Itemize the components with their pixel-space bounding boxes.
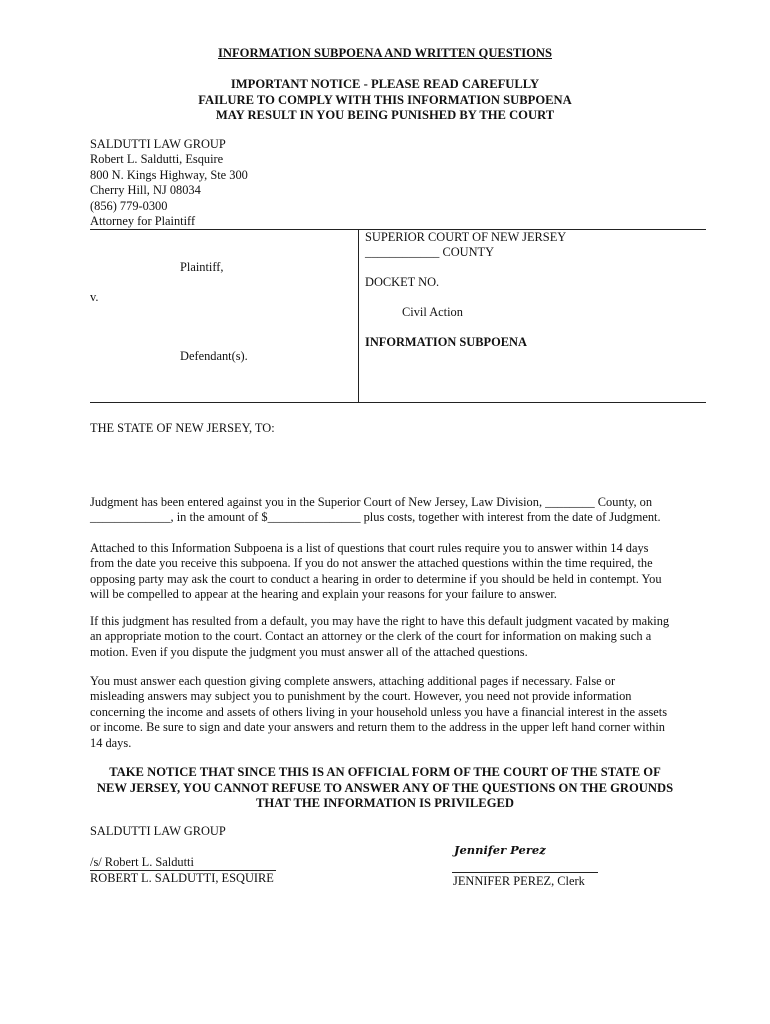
answer-paragraph — [90, 674, 682, 751]
important-notice — [0, 77, 770, 124]
attorney-name: Robert L. Saldutti, Esquire — [90, 152, 224, 167]
judgment-paragraph — [90, 495, 682, 526]
default-paragraph — [90, 614, 682, 660]
notice-line: MAY RESULT IN YOU BEING PUNISHED BY THE COURT — [215, 108, 555, 123]
paragraph-line: opposing party may ask the court to conduct a hearing in order to determine if you should be held in contempt. You — [90, 571, 662, 586]
take-notice-line: NEW JERSEY, YOU CANNOT REFUSE TO ANSWER ANY OF THE QUESTIONS ON THE GROUNDS — [96, 780, 674, 795]
versus-label: v. — [90, 290, 99, 304]
attached-paragraph — [90, 541, 682, 603]
take-notice-block — [0, 765, 770, 812]
paragraph-line: You must answer each question giving complete answers, attaching additional pages if necessary. False or — [90, 674, 616, 688]
paragraph-line: 14 days. — [90, 735, 132, 750]
civil-action-label: Civil Action — [402, 305, 463, 319]
paragraph-line: will be compelled to appear at the hearing and explain your reasons for your failure to answer. — [90, 587, 557, 602]
clerk-signature: Jennifer Perez — [454, 843, 546, 857]
defendant-label: Defendant(s). — [180, 349, 248, 363]
attorney-role: Attorney for Plaintiff — [90, 214, 196, 229]
caption-bottom-rule — [90, 402, 706, 403]
paragraph-line: or income. Be sure to sign and date your answers and return them to the address in the upper left hand corner within — [90, 720, 665, 735]
paragraph-line: _____________, in the amount of $_______________ plus costs, together with interest from the date of Judgment. — [90, 510, 661, 525]
notice-line: FAILURE TO COMPLY WITH THIS INFORMATION SUBPOENA — [198, 92, 572, 107]
document-title: INFORMATION SUBPOENA AND WRITTEN QUESTIONS — [217, 46, 553, 60]
paragraph-line: If this judgment has resulted from a default, you may have the right to have this default judgment vacated by making — [90, 614, 670, 628]
signature-firm: SALDUTTI LAW GROUP — [90, 824, 226, 838]
caption-divider — [358, 229, 359, 403]
take-notice-line: TAKE NOTICE THAT SINCE THIS IS AN OFFICIAL FORM OF THE COURT OF THE STATE OF — [109, 765, 661, 779]
paragraph-line: Judgment has been entered against you in the Superior Court of New Jersey, Law Division, ________ County, on — [90, 495, 653, 509]
caption-doc-name: INFORMATION SUBPOENA — [365, 335, 527, 349]
notice-line: IMPORTANT NOTICE - PLEASE READ CAREFULLY — [230, 77, 540, 91]
attorney-firm: SALDUTTI LAW GROUP — [90, 137, 226, 151]
county-field: ____________ COUNTY — [365, 245, 495, 259]
clerk-printed-name: JENNIFER PEREZ, Clerk — [453, 874, 585, 888]
attorney-block — [90, 137, 248, 229]
take-notice-line: THAT THE INFORMATION IS PRIVILEGED — [256, 796, 514, 811]
addressee-line: THE STATE OF NEW JERSEY, TO: — [90, 421, 275, 435]
docket-label: DOCKET NO. — [365, 275, 440, 289]
attorney-phone: (856) 779-0300 — [90, 198, 168, 213]
plaintiff-label: Plaintiff, — [180, 260, 224, 274]
clerk-signature-rule — [452, 872, 598, 873]
paragraph-line: Attached to this Information Subpoena is a list of questions that court rules require you to answer within 14 days — [90, 541, 649, 555]
paragraph-line: misleading answers may subject you to punishment by the court. However, you need not provide information — [90, 689, 632, 704]
attorney-address-line1: 800 N. Kings Highway, Ste 300 — [90, 167, 248, 182]
attorney-signature-line: /s/ Robert L. Saldutti — [90, 855, 276, 871]
paragraph-line: an appropriate motion to the court. Contact an attorney or the clerk of the court for information on making such a — [90, 629, 652, 644]
paragraph-line: concerning the income and assets of others living in your household unless you have a financial interest in the assets — [90, 704, 668, 719]
attorney-address-line2: Cherry Hill, NJ 08034 — [90, 183, 201, 198]
court-name: SUPERIOR COURT OF NEW JERSEY — [365, 230, 567, 244]
paragraph-line: motion. Even if you dispute the judgment you must answer all of the attached questions. — [90, 644, 528, 659]
attorney-printed-name: ROBERT L. SALDUTTI, ESQUIRE — [90, 871, 274, 885]
paragraph-line: from the date you receive this subpoena. If you do not answer the attached questions within the time required, the — [90, 556, 653, 571]
